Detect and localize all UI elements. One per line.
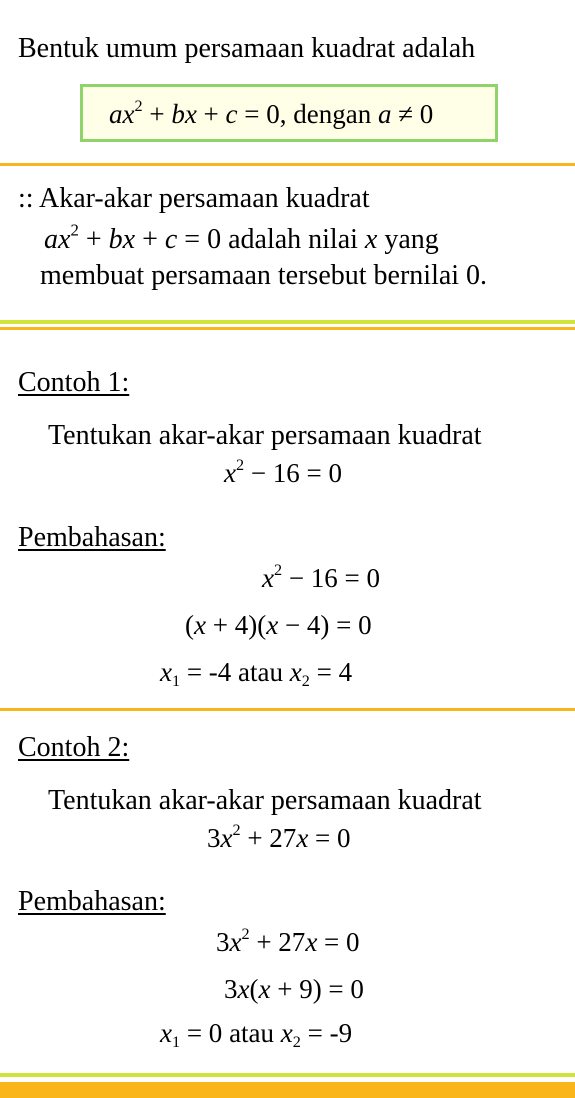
example-divider [0, 708, 575, 711]
example-2-root-2-value: = -9 [307, 1018, 353, 1048]
example-2-discussion-heading: Pembahasan: [18, 886, 166, 917]
formula-suffix: = 0, dengan [244, 99, 372, 129]
example-2-step-1: $3x^2 + 27x = 0$ [216, 924, 360, 957]
example-1-heading: Contoh 1: [18, 367, 130, 398]
example-2-roots: $x_1 = 0$ atau $x_2 = -9$ [160, 1018, 353, 1051]
double-divider-green [0, 320, 575, 324]
example-1-root-1-value: = -4 [186, 657, 232, 687]
definition-line-2-suffix: adalah nilai [228, 224, 358, 255]
intro-text: Bentuk umum persamaan kuadrat adalah [18, 33, 476, 64]
definition-line-3: membuat persamaan tersebut bernilai 0. [40, 260, 488, 291]
example-1-step-1: $x^2 - 16 = 0$ [262, 560, 381, 593]
general-form-box [80, 84, 498, 142]
example-1-joiner: atau [238, 657, 284, 687]
example-2-joiner: atau [229, 1018, 275, 1048]
example-2-task: Tentukan akar-akar persamaan kuadrat [48, 785, 482, 816]
bottom-bar-yellow [0, 1082, 575, 1098]
definition-line-2-tail: yang [384, 224, 439, 255]
bottom-divider-green [0, 1073, 575, 1077]
example-2-step-2: 3x(x + 9) = 0 [224, 974, 364, 1004]
section-divider [0, 163, 575, 166]
definition-line-2: $ax^2$ + bx + c = 0 adalah nilai x yang [44, 220, 439, 255]
example-1-roots: $x_1 = -4$ atau $x_2 = 4$ [160, 657, 353, 690]
example-1-discussion-heading: Pembahasan: [18, 522, 166, 553]
general-form-formula: $ax^2$ + bx + c = 0, dengan a ≠ 0 [109, 96, 434, 129]
example-2-root-1-value: = 0 [186, 1018, 223, 1048]
example-1-step-2: (x + 4)(x − 4) = 0 [185, 610, 372, 640]
example-1-equation: $x^2 - 16 = 0$ [224, 455, 343, 488]
example-2-heading: Contoh 2: [18, 732, 130, 763]
formula-condition: ≠ 0 [398, 99, 434, 129]
example-1-task: Tentukan akar-akar persamaan kuadrat [48, 420, 482, 451]
example-2-equation: $3x^2 + 27x = 0$ [207, 820, 351, 853]
definition-line-1: :: Akar-akar persamaan kuadrat [18, 183, 370, 214]
example-1-root-2-value: = 4 [316, 657, 353, 687]
double-divider-yellow [0, 327, 575, 330]
